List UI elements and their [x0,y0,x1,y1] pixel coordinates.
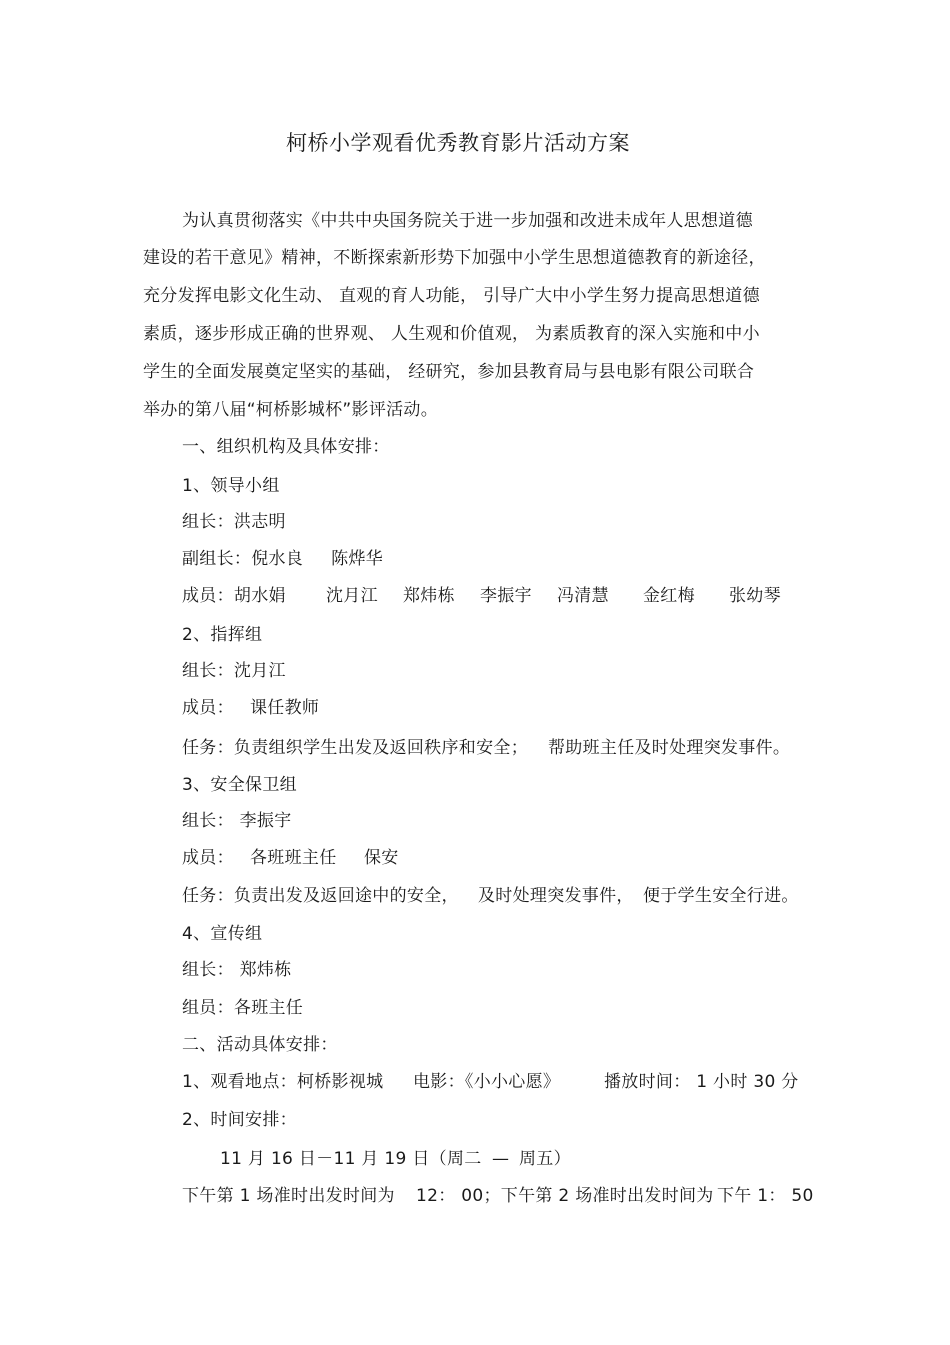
group1-leader: 组长：洪志明 [182,512,286,532]
group4-leader: 组长： 郑炜栋 [182,960,292,980]
group2-leader: 组长：沈月江 [182,661,286,681]
group2-task-a: 任务：负责组织学生出发及返回秩序和安全； [182,738,528,758]
group3-leader: 组长： 李振宇 [182,811,292,831]
section2-heading: 二、活动具体安排： [182,1035,338,1055]
group3-heading: 3、安全保卫组 [182,775,297,795]
date-range-b: — [492,1149,510,1169]
section1-heading: 一、组织机构及具体安排： [182,437,390,457]
item1-location: 1、观看地点：柯桥影视城 [182,1072,384,1092]
intro-line-5: 学生的全面发展奠定坚实的基础， 经研究，参加县教育局与县电影有限公司联合 [143,362,755,382]
group1-member: 李振宇 [480,586,532,606]
date-range-a: 11 月 16 日－11 月 19 日（周二 [220,1149,482,1169]
item1-movie: 电影：《小小心愿》 [413,1072,561,1092]
intro-line-4: 素质，逐步形成正确的世界观、 人生观和价值观， 为素质教育的深入实施和中小 [143,324,760,344]
group3-member-1: 各班班主任 [250,848,337,868]
group3-member-2: 保安 [364,848,399,868]
schedule-c: 下午 1： 50 [717,1186,814,1206]
group1-member: 郑炜栋 [403,586,455,606]
schedule-b: 12： 00；下午第 2 场准时出发时间为 [416,1186,714,1206]
group1-deputy-2: 陈烨华 [331,549,384,569]
intro-line-1: 为认真贯彻落实《中共中央国务院关于进一步加强和改进未成年人思想道德 [182,211,753,231]
group1-deputy-1: 副组长：倪水良 [182,549,304,569]
item1-duration: 播放时间： 1 小时 30 分 [604,1072,799,1092]
item2-heading: 2、时间安排： [182,1110,297,1130]
group4-heading: 4、宣传组 [182,924,263,944]
group3-task-b: 及时处理突发事件， [478,886,634,906]
group4-members: 组员：各班主任 [182,998,304,1018]
intro-line-6: 举办的第八届“柯桥影城杯”影评活动。 [143,400,439,420]
intro-line-3: 充分发挥电影文化生动、 直观的育人功能， 引导广大中小学生努力提高思想道德 [143,286,760,306]
group1-member: 冯清慧 [557,586,609,606]
schedule-a: 下午第 1 场准时出发时间为 [182,1186,395,1206]
group3-members-label: 成员： [182,848,234,868]
document-title: 柯桥小学观看优秀教育影片活动方案 [286,131,630,155]
group1-deputy [182,549,383,569]
group1-member: 金红梅 [643,586,695,606]
intro-line-2: 建设的若干意见》精神，不断探索新形势下加强中小学生思想道德教育的新途径， [143,248,766,268]
group1-heading: 1、领导小组 [182,476,280,496]
group2-members-label: 成员： [182,698,234,718]
group2-heading: 2、指挥组 [182,625,263,645]
group3-task-a: 任务：负责出发及返回途中的安全， [182,886,459,906]
group1-member: 沈月江 [326,586,378,606]
group2-task-b: 帮助班主任及时处理突发事件。 [548,738,791,758]
date-range-c: 周五） [519,1149,571,1169]
group1-members-label: 成员：胡水娟 [182,586,286,606]
group2-members: 课任教师 [250,698,320,718]
group3-task-c: 便于学生安全行进。 [643,886,799,906]
group1-member: 张幼琴 [729,586,781,606]
